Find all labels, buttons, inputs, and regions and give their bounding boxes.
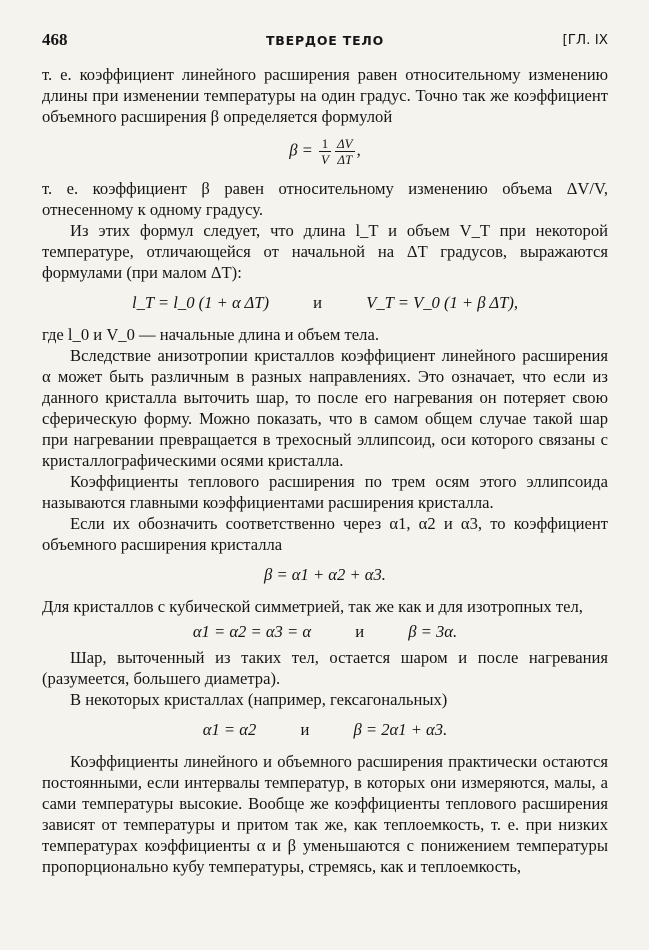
paragraph: Вследствие анизотропии кристаллов коэффициент линейного расширения α может быть различным в разных направлениях. Это означает, что если из данного кристалла выточить шар, то после его нагревания он потеряет свою сферическую форму. Можно показать, что в самом общем случае такой шар при нагревании превращается в трехосный эллипсоид, оси которого связаны с кристаллографическими осями кристалла. <box>42 346 608 470</box>
paragraph: Для кристаллов с кубической симметрией, так же как и для изотропных тел, <box>42 597 583 616</box>
book-page <box>42 30 608 877</box>
page-header <box>42 30 608 56</box>
chapter-label: [ГЛ. IX <box>562 32 608 48</box>
page-number: 468 <box>42 30 68 49</box>
paragraph: Коэффициенты теплового расширения по трем осям этого эллипсоида называются главными коэффициентами расширения кристалла. <box>42 472 608 512</box>
formula-length-volume: l_T = l_0 (1 + α ΔT) и V_T = V_0 (1 + β ΔT), <box>131 293 519 312</box>
paragraph: Из этих формул следует, что длина l_T и объем V_T при некоторой температуре, отличающейся от начальной на ΔT градусов, выражаются формулами (при малом ΔT): <box>42 221 608 282</box>
paragraph: Шар, выточенный из таких тел, остается шаром и после нагревания (разумеется, большего диаметра). <box>42 648 608 688</box>
page-body <box>42 64 608 877</box>
running-title: ТВЕРДОЕ ТЕЛО <box>265 33 385 48</box>
paragraph: где l_0 и V_0 — начальные длина и объем тела. <box>42 325 379 344</box>
paragraph: т. е. коэффициент β равен относительному изменению объема ΔV/V, отнесенному к одному градусу. <box>42 179 608 219</box>
paragraph: Коэффициенты линейного и объемного расширения практически остаются постоянными, если интервалы температур, в которых они измеряются, малы, а сами температуры высокие. Вообще же коэффициенты теплового расширения зависят от температуры и притом так же, как теплоемкость, т. е. при низких температурах коэффициенты α и β уменьшаются с понижением температуры пропорционально кубу температуры, стремясь, как и теплоемкость, <box>42 752 608 876</box>
formula-beta-sum: β = α1 + α2 + α3. <box>264 565 386 584</box>
paragraph: В некоторых кристаллах (например, гексагональных) <box>70 690 448 709</box>
formula-hexagonal: α1 = α2 и β = 2α1 + α3. <box>202 720 448 739</box>
formula-beta-definition: β = $\frac{1}{V}$ $\frac{\Delta V}{\Delta T}$ , <box>289 136 361 167</box>
paragraph: Если их обозначить соответственно через α1, α2 и α3, то коэффициент объемного расширения кристалла <box>42 514 608 554</box>
paragraph: т. е. коэффициент линейного расширения равен относительному изменению длины при изменении температуры на один градус. Точно так же коэффициент объемного расширения β определяется формулой <box>42 65 608 126</box>
formula-cubic: α1 = α2 = α3 = α и β = 3α. <box>192 622 458 641</box>
